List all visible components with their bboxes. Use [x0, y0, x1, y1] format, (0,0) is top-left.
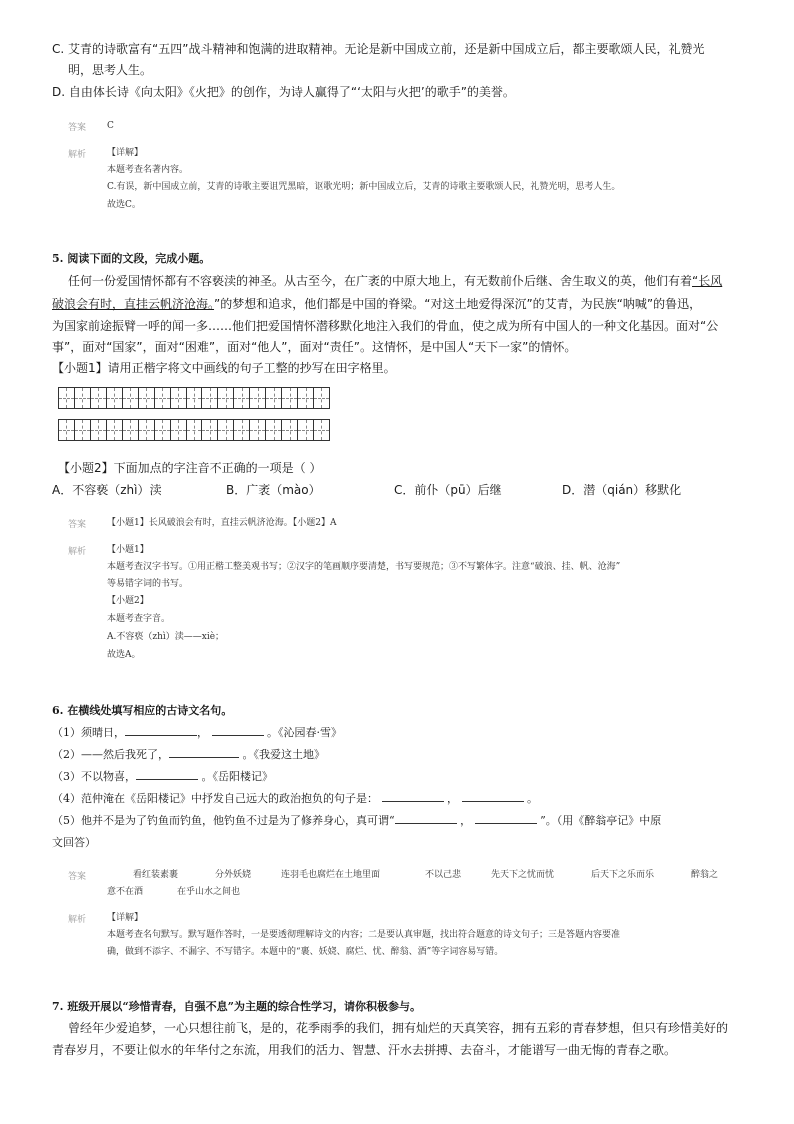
q6-analysis-label: 解析 — [68, 915, 87, 925]
q6-analysis-line: 确，做到不添字、不漏字、不写错字。本题中的“裹、妖娆、腐烂、忧、醉翁、酒”等字词容易写错。 — [107, 947, 504, 957]
fill-blank[interactable] — [382, 790, 444, 802]
q4-answer-label: 答案 — [68, 123, 87, 133]
q5-analysis-line: 本题考查汉字书写。①用正楷工整美观书写；②汉字的笔画顺序要清楚，书写要规范；③不写繁体字。注意“破浪、挂、帆、沧海” — [107, 562, 621, 572]
q6-text: （2）——然后我死了， — [52, 748, 169, 761]
q4-analysis-line: 本题考查名著内容。 — [107, 165, 189, 175]
q7-heading: 7. 班级开展以“珍惜青春，自强不息”为主题的综合性学习，请你积极参与。 — [52, 1000, 421, 1013]
q6-answer-item: 分外妖娆 — [215, 870, 252, 880]
q4-analysis-line: 【详解】 — [107, 148, 144, 158]
q6-text: （5）他并不是为了钓鱼而钓鱼，他钓鱼不过是为了修养身心，真可谓“ — [52, 814, 395, 827]
q6-item-1 — [52, 724, 342, 740]
q5-passage-text: 任何一份爱国情怀都有不容亵渎的神圣。从古至今，在广袤的中原大地上，有无数前仆后继、舍生取义的英，他们有着 — [68, 274, 693, 288]
q5-underlined-sentence: 破浪会有时，直挂云帆济沧海。 — [52, 297, 215, 311]
q4-option-d: D. 自由体长诗《向太阳》《火把》的创作，为诗人赢得了“‘太阳与火把’的歌手”的美誉。 — [52, 85, 515, 99]
q5-passage-text: ”的梦想和追求，他们都是中国的脊梁。“对这土地爱得深沉”的艾青，为民族“呐喊”的鲁迅， — [214, 297, 702, 311]
fill-blank[interactable] — [475, 812, 537, 824]
fill-blank[interactable] — [136, 768, 198, 780]
q6-answer-item: 不以己悲 — [425, 870, 462, 880]
q5-analysis-line: 【小题1】 — [107, 545, 149, 555]
q4-analysis-line: 故选C。 — [107, 200, 141, 210]
q5-passage-line2 — [52, 295, 701, 313]
q6-item-3 — [52, 768, 273, 784]
q4-analysis-label: 解析 — [68, 150, 87, 160]
q5-analysis-line: 【小题2】 — [107, 596, 149, 606]
tianzige-grid-row-2[interactable] — [58, 419, 330, 441]
q6-text: ， — [197, 726, 208, 739]
q6-answer-item: 醉翁之 — [691, 870, 719, 880]
q5-underlined-sentence: “长风 — [692, 274, 723, 288]
q5-analysis-line: 本题考查字音。 — [107, 614, 171, 624]
q6-answer-item: 连羽毛也腐烂在土地里面 — [281, 870, 381, 880]
q6-item-5 — [52, 812, 661, 828]
fill-blank[interactable] — [212, 724, 264, 736]
q6-text: 。《沁园春·雪》 — [267, 726, 342, 739]
q6-text: 。《我爱这土地》 — [242, 748, 325, 761]
q5-option-a: A．不容亵（zhì）渎 — [52, 483, 162, 497]
q5-analysis-line: 故选A。 — [107, 650, 141, 660]
q6-heading: 6. 在横线处填写相应的古诗文名句。 — [52, 704, 233, 717]
q5-subquestion-1: 【小题1】请用正楷字将文中画线的句子工整的抄写在田字格里。 — [52, 361, 396, 375]
fill-blank[interactable] — [125, 724, 197, 736]
q4-option-c-line1: C. 艾青的诗歌富有“五四”战斗精神和饱满的进取精神。无论是新中国成立前，还是新中国成立后，都主要歌颂人民，礼赞光 — [52, 42, 705, 56]
q6-item-2 — [52, 746, 325, 762]
q6-answer-item: 看红装素裹 — [133, 870, 179, 880]
q5-option-b: B．广袤（mào） — [226, 483, 321, 497]
q6-text: ， — [460, 814, 472, 827]
tianzige-grid-row-1[interactable] — [58, 387, 330, 409]
q6-answer-item: 意不在酒 — [107, 887, 144, 897]
q6-answer-item: 先天下之忧而忧 — [491, 870, 555, 880]
q5-passage-line3: 为国家前途振臂一呼的闻一多……他们把爱国情怀潜移默化地注入我们的骨血，使之成为所有中国人的一种文化基因。面对“公 — [52, 319, 719, 333]
q5-passage-line1 — [68, 272, 722, 290]
q7-passage-line1: 曾经年少爱追梦，一心只想往前飞，是的，花季雨季的我们，拥有灿烂的天真笑容，拥有五彩的青春梦想，但只有珍惜美好的 — [68, 1021, 729, 1035]
q6-text: 。 — [527, 792, 538, 805]
fill-blank[interactable] — [169, 746, 239, 758]
q6-analysis-line: 本题考查名句默写。默写题作答时，一是要透彻理解诗文的内容；二是要认真审题，找出符合题意的诗文句子；三是答题内容要准 — [107, 930, 621, 940]
q7-passage-line2: 青春岁月，不要让似水的年华付之东流，用我们的活力、智慧、汗水去拼搏、去奋斗，才能谱写一曲无悔的青春之歌。 — [52, 1043, 677, 1057]
q6-answer-label: 答案 — [68, 872, 87, 882]
fill-blank[interactable] — [395, 812, 457, 824]
q6-text: （3）不以物喜， — [52, 770, 136, 783]
q5-answer: 【小题1】长风破浪会有时，直挂云帆济沧海。【小题2】A — [107, 518, 337, 528]
q6-answer-item: 后天下之乐而乐 — [591, 870, 655, 880]
q5-analysis-label: 解析 — [68, 547, 87, 557]
q6-text: （1）须晴日， — [52, 726, 125, 739]
q6-item-5-cont: 文回答） — [52, 836, 96, 849]
q6-text: ”。（用《醉翁亭记》中原 — [540, 814, 662, 827]
q6-text: ， — [447, 792, 458, 805]
q4-option-c-line2: 明，思考人生。 — [68, 63, 153, 77]
q6-item-4 — [52, 790, 538, 806]
q4-answer: C — [107, 121, 114, 131]
q5-passage-line4: 事”，面对“国家”，面对“困难”，面对“他人”，面对“责任”。这情怀，是中国人“天下一家”的情怀。 — [52, 340, 577, 354]
q5-option-d: D．潜（qián）移默化 — [562, 483, 682, 497]
fill-blank[interactable] — [462, 790, 524, 802]
q5-analysis-line: 等易错字词的书写。 — [107, 579, 189, 589]
q5-heading: 5. 阅读下面的文段，完成小题。 — [52, 252, 211, 265]
q6-answer-item: 在乎山水之间也 — [177, 887, 241, 897]
q5-analysis-line: A.不容亵（zhì）渎——xiè； — [107, 632, 225, 642]
q6-analysis-line: 【详解】 — [107, 913, 144, 923]
q6-text: （4）范仲淹在《岳阳楼记》中抒发自己远大的政治抱负的句子是： — [52, 792, 378, 805]
q5-option-c: C．前仆（pū）后继 — [394, 483, 502, 497]
q5-subquestion-2: 【小题2】下面加点的字注音不正确的一项是（ ） — [58, 461, 322, 475]
q4-analysis-line: C.有误，新中国成立前，艾青的诗歌主要诅咒黑暗，讴歌光明；新中国成立后，艾青的诗歌主要歌颂人民，礼赞光明，思考人生。 — [107, 182, 621, 192]
q6-text: 。《岳阳楼记》 — [201, 770, 273, 783]
q5-answer-label: 答案 — [68, 520, 87, 530]
